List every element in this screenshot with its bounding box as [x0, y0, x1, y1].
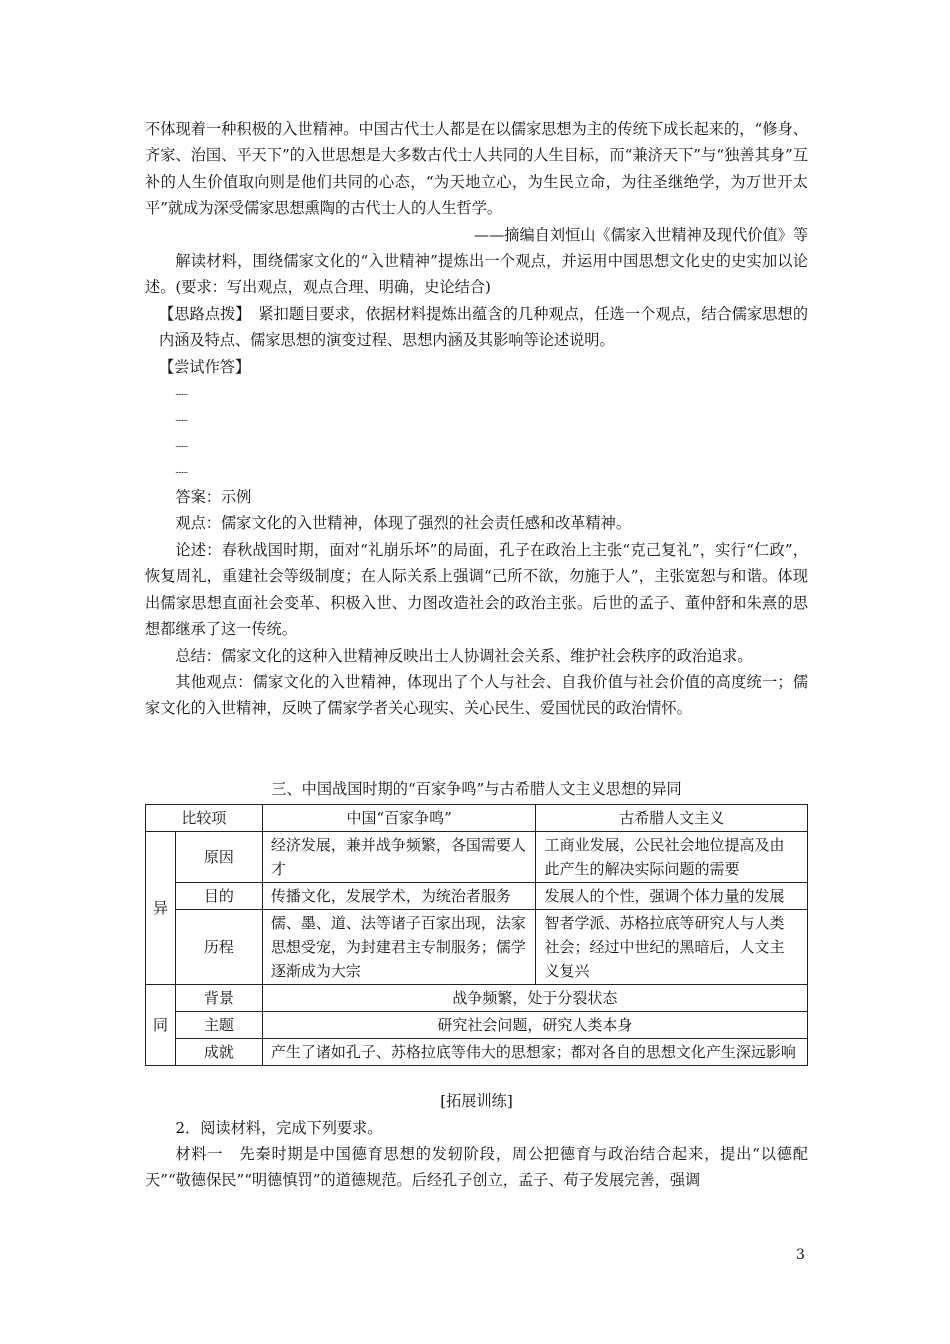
cell-shared: 研究社会问题，研究人类本身	[262, 1012, 807, 1039]
cell-china: 儒、墨、道、法等诸子百家出现，法家思想受宠，为封建君主专制服务；儒学逐渐成为大宗	[262, 910, 536, 985]
cell-greece: 智者学派、苏格拉底等研究人与人类社会；经过中世纪的黑暗后，人文主义复兴	[536, 910, 808, 985]
header-greece: 古希腊人文主义	[536, 805, 808, 832]
cell-china: 经济发展，兼并战争频繁，各国需要人才	[262, 832, 536, 883]
cell-shared: 战争频繁，处于分裂状态	[262, 985, 807, 1012]
view-text: 观点：儒家文化的入世精神，体现了强烈的社会责任感和改革精神。	[175, 514, 632, 533]
hint-paragraph	[145, 301, 808, 354]
row-label: 主题	[175, 1012, 262, 1039]
row-label: 目的	[175, 883, 262, 910]
table-row	[146, 883, 808, 910]
answer-label: 答案：示例	[175, 488, 252, 507]
argument-text: 论述：春秋战国时期，面对“礼崩乐坏”的局面，孔子在政治上主张“克己复礼”，实行“仁政”，恢复周礼，重建社会等级制度；在人际关系上强调“己所不欲，勿施于人”，主张宽恕与和谐。体现出儒家思想直面社会变革、积极入世、力图改造社会的政治主张。后世的孟子、董仲舒和朱熹的思想都继承了这一传统。	[145, 540, 808, 639]
try-answer-label: 【尝试作答】	[159, 357, 251, 376]
same-label: 同	[146, 985, 176, 1066]
cell-greece: 工商业发展，公民社会地位提高及由此产生的解决实际问题的需要	[536, 832, 808, 883]
other-views-text: 其他观点：儒家文化的入世精神，体现出了个人与社会、自我价值与社会价值的高度统一；儒家文化的入世精神，反映了儒家学者关心现实、关心民生、爱国忧民的政治情怀。	[145, 672, 808, 718]
answer-line-3: ........	[175, 440, 188, 450]
cell-shared: 产生了诸如孔子、苏格拉底等伟大的思想家；都对各自的思想文化产生深远影响	[262, 1039, 807, 1066]
extension-title: [拓展训练]	[440, 1092, 513, 1111]
question-text: 解读材料，围绕儒家文化的“入世精神”提炼出一个观点，并运用中国思想文化史的史实加以论述。(要求：写出观点，观点合理、明确，史论结合)	[145, 252, 808, 297]
table-header-row	[146, 805, 808, 832]
table-row	[146, 985, 808, 1012]
row-label: 背景	[175, 985, 262, 1012]
hint-text: 紧扣题目要求，依据材料提炼出蕴含的几种观点，任选一个观点，结合儒家思想的内涵及特点、儒家思想的演变过程、思想内涵及其影响等论述说明。	[159, 304, 809, 350]
cell-greece: 发展人的个性，强调个体力量的发展	[536, 883, 808, 910]
answer-line-2: ........	[175, 414, 188, 424]
page-number: 3	[796, 1247, 805, 1263]
document-body	[145, 116, 808, 1194]
table-row	[146, 1039, 808, 1066]
diff-label: 异	[146, 832, 176, 985]
table-row	[146, 910, 808, 985]
summary-text: 总结：儒家文化的这种入世精神反映出士人协调社会关系、维护社会秩序的政治追求。	[175, 646, 753, 665]
table-title: 三、中国战国时期的“百家争鸣”与古希腊人文主义思想的异同	[271, 779, 682, 798]
header-china: 中国“百家争鸣”	[262, 805, 536, 832]
material-1: 材料一 先秦时期是中国德育思想的发轫阶段，周公把德育与政治结合起来，提出“以德配天”“敬德保民”“明德慎罚”的道德规范。后经孔子创立，孟子、荀子发展完善，强调	[145, 1144, 808, 1190]
answer-line-4: ........	[175, 466, 188, 476]
header-item: 比较项	[146, 805, 263, 832]
source-citation: ——摘编自刘恒山《儒家入世精神及现代价值》等	[473, 225, 808, 244]
cell-china: 传播文化，发展学术，为统治者服务	[262, 883, 536, 910]
table-row	[146, 1012, 808, 1039]
row-label: 成就	[175, 1039, 262, 1066]
row-label: 原因	[175, 832, 262, 883]
answer-line-1: ........	[175, 388, 188, 398]
hint-label: 【思路点拨】	[159, 304, 244, 323]
table-row	[146, 832, 808, 883]
paragraph-intro: 不体现着一种积极的入世精神。中国古代士人都是在以儒家思想为主的传统下成长起来的，“修身、齐家、治国、平天下”的入世思想是大多数古代士人共同的人生目标，而“兼济天下”与“独善其身”互补的人生价值取向则是他们共同的心态，“为天地立心，为生民立命，为往圣继绝学，为万世开太平”就成为深受儒家思想熏陶的古代士人的人生哲学。	[145, 120, 808, 218]
row-label: 历程	[175, 910, 262, 985]
question-2: 2．阅读材料，完成下列要求。	[175, 1118, 383, 1137]
comparison-table	[145, 804, 808, 1066]
